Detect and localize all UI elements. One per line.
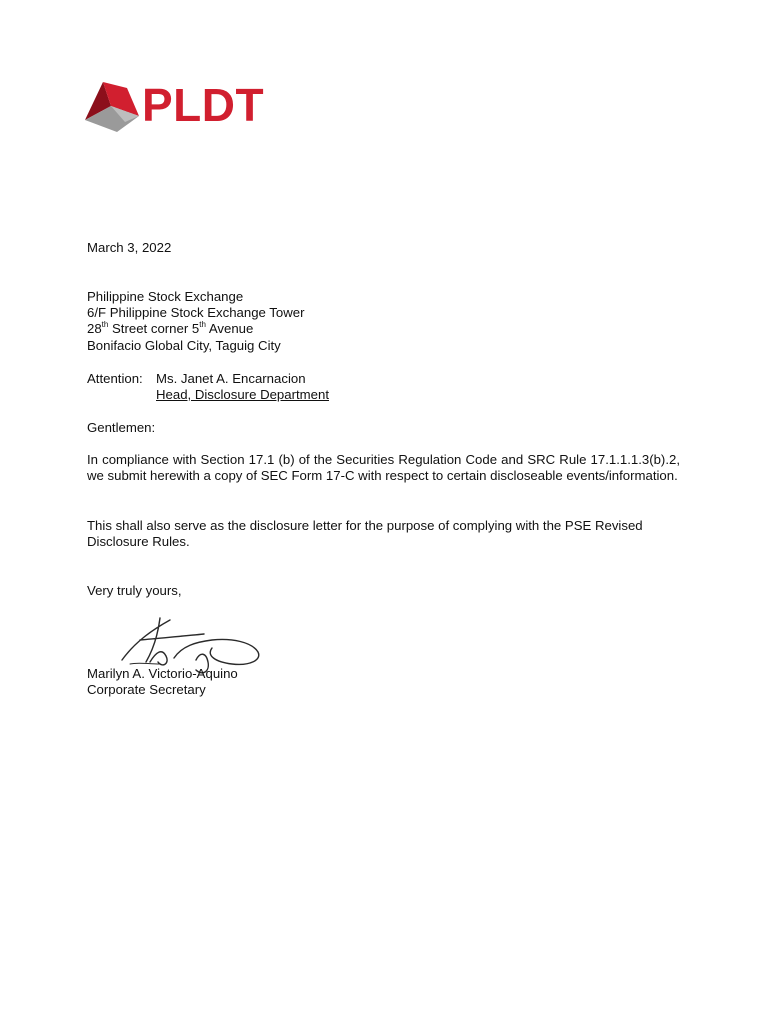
logo-wordmark: PLDT [142,79,265,131]
pldt-logo-icon [81,76,141,134]
recipient-address [87,289,304,354]
salutation: Gentlemen: [87,420,156,435]
pldt-logo [81,76,281,134]
signer-block [87,666,238,698]
address-line: Bonifacio Global City, Taguig City [87,337,281,353]
attention-block [87,371,329,403]
body-paragraph: In compliance with Section 17.1 (b) of the Securities Regulation Code and SRC Rule 17.1.1.1.3(b).2, we submit herewith a copy of SEC Form 17-C with respect to certain discloseable events/information. [87,452,680,484]
attention-label: Attention: [87,371,143,386]
address-line: Philippine Stock Exchange [87,289,244,304]
attention-name: Ms. Janet A. Encarnacion [156,371,306,386]
signer-name: Marilyn A. Victorio-Aquino [87,666,238,681]
address-line: 28th Street corner 5th Avenue [87,319,254,337]
letter-date: March 3, 2022 [87,240,172,255]
attention-title: Head, Disclosure Department [156,387,329,403]
address-line: 6/F Philippine Stock Exchange Tower [87,305,305,321]
closing: Very truly yours, [87,583,182,598]
body-paragraph: This shall also serve as the disclosure letter for the purpose of complying with the PSE Revised Disclosure Rules. [87,518,643,550]
signer-title: Corporate Secretary [87,682,206,698]
